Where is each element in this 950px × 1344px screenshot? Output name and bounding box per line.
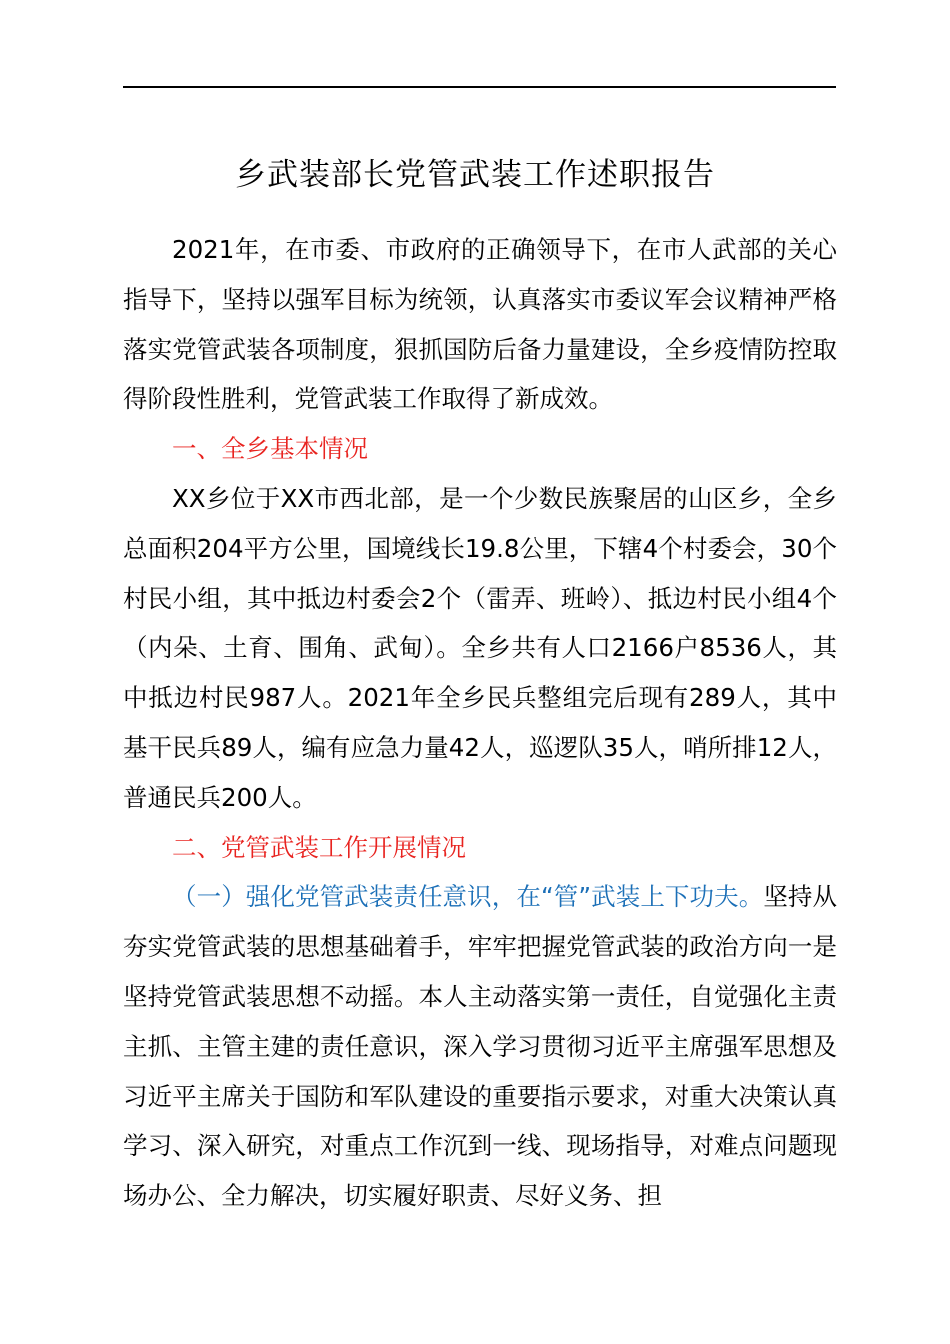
subsection-1-heading: （一）强化党管武装责任意识，在“管”武装上下功夫。 xyxy=(172,882,764,912)
subsection-1-paragraph xyxy=(123,872,837,1221)
header-rule xyxy=(123,86,836,88)
subsection-1-body: 坚持从夯实党管武装的思想基础着手，牢牢把握党管武装的政治方向一是坚持党管武装思想不动摇。本人主动落实第一责任，自觉强化主责主抓、主管主建的责任意识，深入学习贯彻习近平主席强军思想及习近平主席关于国防和军队建设的重要指示要求，对重大决策认真学习、深入研究，对重点工作沉到一线、现场指导，对难点问题现场办公、全力解决，切实履好职责、尽好义务、担 xyxy=(123,882,838,1211)
document-title: 乡武装部长党管武装工作述职报告 xyxy=(235,157,715,193)
section-1-heading: 一、全乡基本情况 xyxy=(172,434,368,464)
section-2-heading: 二、党管武装工作开展情况 xyxy=(172,832,466,862)
section-1-paragraph: XX乡位于XX市西北部，是一个少数民族聚居的山区乡，全乡总面积204平方公里，国境线长19.8公里，下辖4个村委会，30个村民小组，其中抵边村委会2个（雷弄、班岭）、抵边村民小组4个（内朵、土育、围角、武甸）。全乡共有人口2166户8536人，其中抵边村民987人。2021年全乡民兵整组完后现有289人，其中基干民兵89人，编有应急力量42人，巡逻队35人，哨所排12人，普通民兵200人。 xyxy=(123,483,837,812)
intro-paragraph: 2021年，在市委、市政府的正确领导下，在市人武部的关心指导下，坚持以强军目标为统领，认真落实市委议军会议精神严格落实党管武装各项制度，狠抓国防后备力量建设，全乡疫情防控取得阶段性胜利，党管武装工作取得了新成效。 xyxy=(123,235,837,414)
document-body xyxy=(123,225,837,1221)
